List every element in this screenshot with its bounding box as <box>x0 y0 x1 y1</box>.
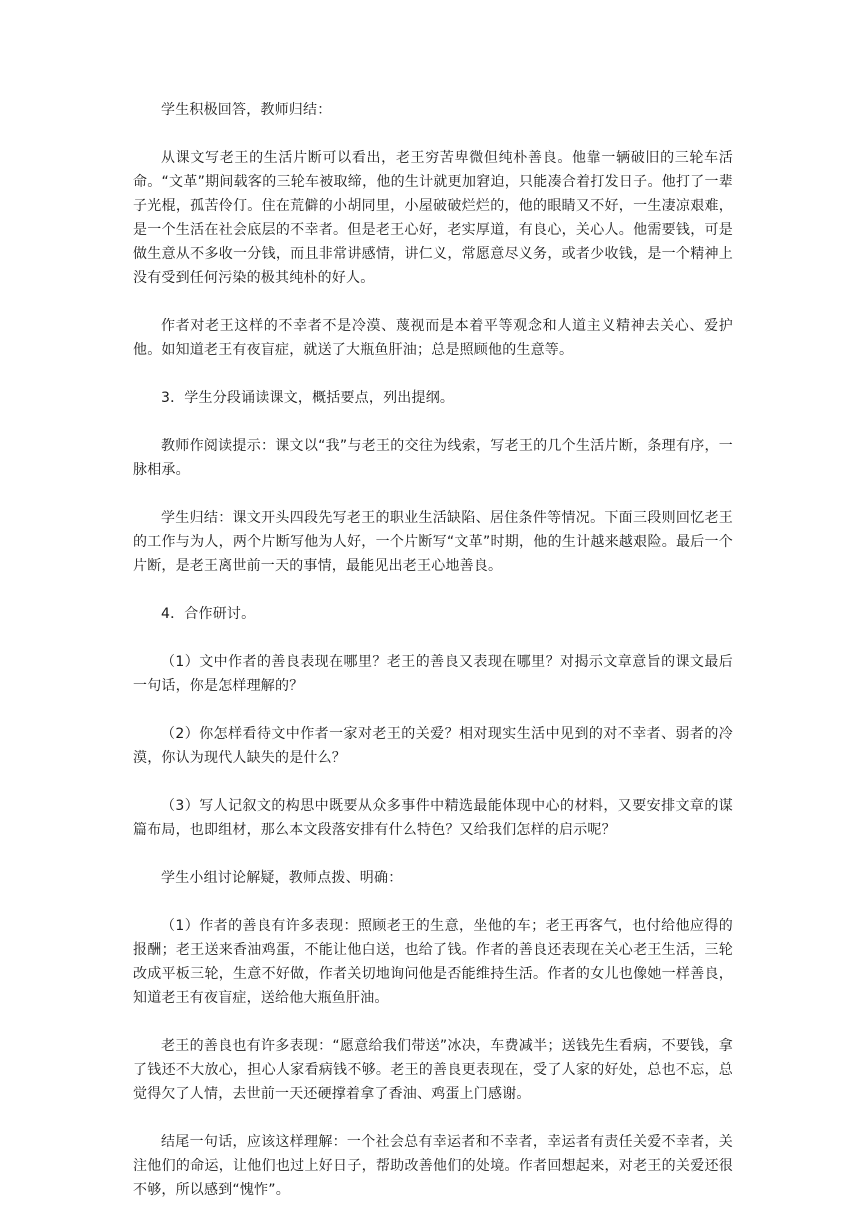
paragraph-step-4: 4．合作研讨。 <box>161 606 256 622</box>
paragraph-laowang-kindness: 老王的善良也有许多表现：“愿意给我们带送”冰决，车费减半；送钱先生看病，不要钱，拿了钱还不大放心，担心人家看病钱不够。老王的善良更表现在，受了人家的好处，总也不忘，总觉得欠了人情，去世前一天还硬撑着拿了香油、鸡蛋上门感谢。 <box>133 1038 733 1102</box>
paragraph-student-summary: 学生归结：课文开头四段先写老王的职业生活缺陷、居住条件等情况。下面三段则回忆老王的工作与为人，两个片断写他为人好，一个片断写“文革”时期，他的生计越来越艰险。最后一个片断，是老王离世前一天的事情，最能见出老王心地善良。 <box>133 510 733 574</box>
paragraph-discussion: 学生小组讨论解疑，教师点拨、明确： <box>161 870 403 886</box>
paragraph-question-2: （2）你怎样看待文中作者一家对老王的关爱？相对现实生活中见到的对不幸者、弱者的冷漠，你认为现代人缺失的是什么？ <box>133 726 733 766</box>
document-page <box>133 98 733 1226</box>
paragraph-question-1: （1）文中作者的善良表现在哪里？老王的善良又表现在哪里？对揭示文章意旨的课文最后一句话，你是怎样理解的？ <box>133 654 733 694</box>
paragraph-intro: 学生积极回答，教师归结： <box>161 102 332 118</box>
paragraph-laowang-life: 从课文写老王的生活片断可以看出，老王穷苦卑微但纯朴善良。他靠一辆破旧的三轮车活命。“文革”期间载客的三轮车被取缔，他的生计就更加窘迫，只能凑合着打发日子。他打了一辈子光棍，孤苦伶仃。住在荒僻的小胡同里，小屋破破烂烂的，他的眼睛又不好，一生凄凉艰难，是一个生活在社会底层的不幸者。但是老王心好，老实厚道，有良心，关心人。他需要钱，可是做生意从不多收一分钱，而且非常讲感情，讲仁义，常愿意尽义务，或者少收钱，是一个精神上没有受到任何污染的极其纯朴的好人。 <box>133 150 733 286</box>
paragraph-step-3: 3．学生分段诵读课文，概括要点，列出提纲。 <box>161 390 455 406</box>
paragraph-answer-1: （1）作者的善良有许多表现：照顾老王的生意，坐他的车；老王再客气，也付给他应得的报酬；老王送来香油鸡蛋，不能让他白送，也给了钱。作者的善良还表现在关心老王生活，三轮改成平板三轮，生意不好做，作者关切地询问他是否能维持生活。作者的女儿也像她一样善良，知道老王有夜盲症，送给他大瓶鱼肝油。 <box>133 918 733 1006</box>
paragraph-conclusion: 结尾一句话，应该这样理解：一个社会总有幸运者和不幸者，幸运者有责任关爱不幸者，关注他们的命运，让他们也过上好日子，帮助改善他们的处境。作者回想起来，对老王的关爱还很不够，所以感到“愧怍”。 <box>133 1134 733 1198</box>
paragraph-reading-tip: 教师作阅读提示：课文以“我”与老王的交往为线索，写老王的几个生活片断，条理有序，一脉相承。 <box>133 438 733 478</box>
paragraph-author-care: 作者对老王这样的不幸者不是冷漠、蔑视而是本着平等观念和人道主义精神去关心、爱护他。如知道老王有夜盲症，就送了大瓶鱼肝油；总是照顾他的生意等。 <box>133 318 733 358</box>
paragraph-question-3: （3）写人记叙文的构思中既要从众多事件中精选最能体现中心的材料，又要安排文章的谋篇布局，也即组材，那么本文段落安排有什么特色？又给我们怎样的启示呢？ <box>133 798 733 838</box>
